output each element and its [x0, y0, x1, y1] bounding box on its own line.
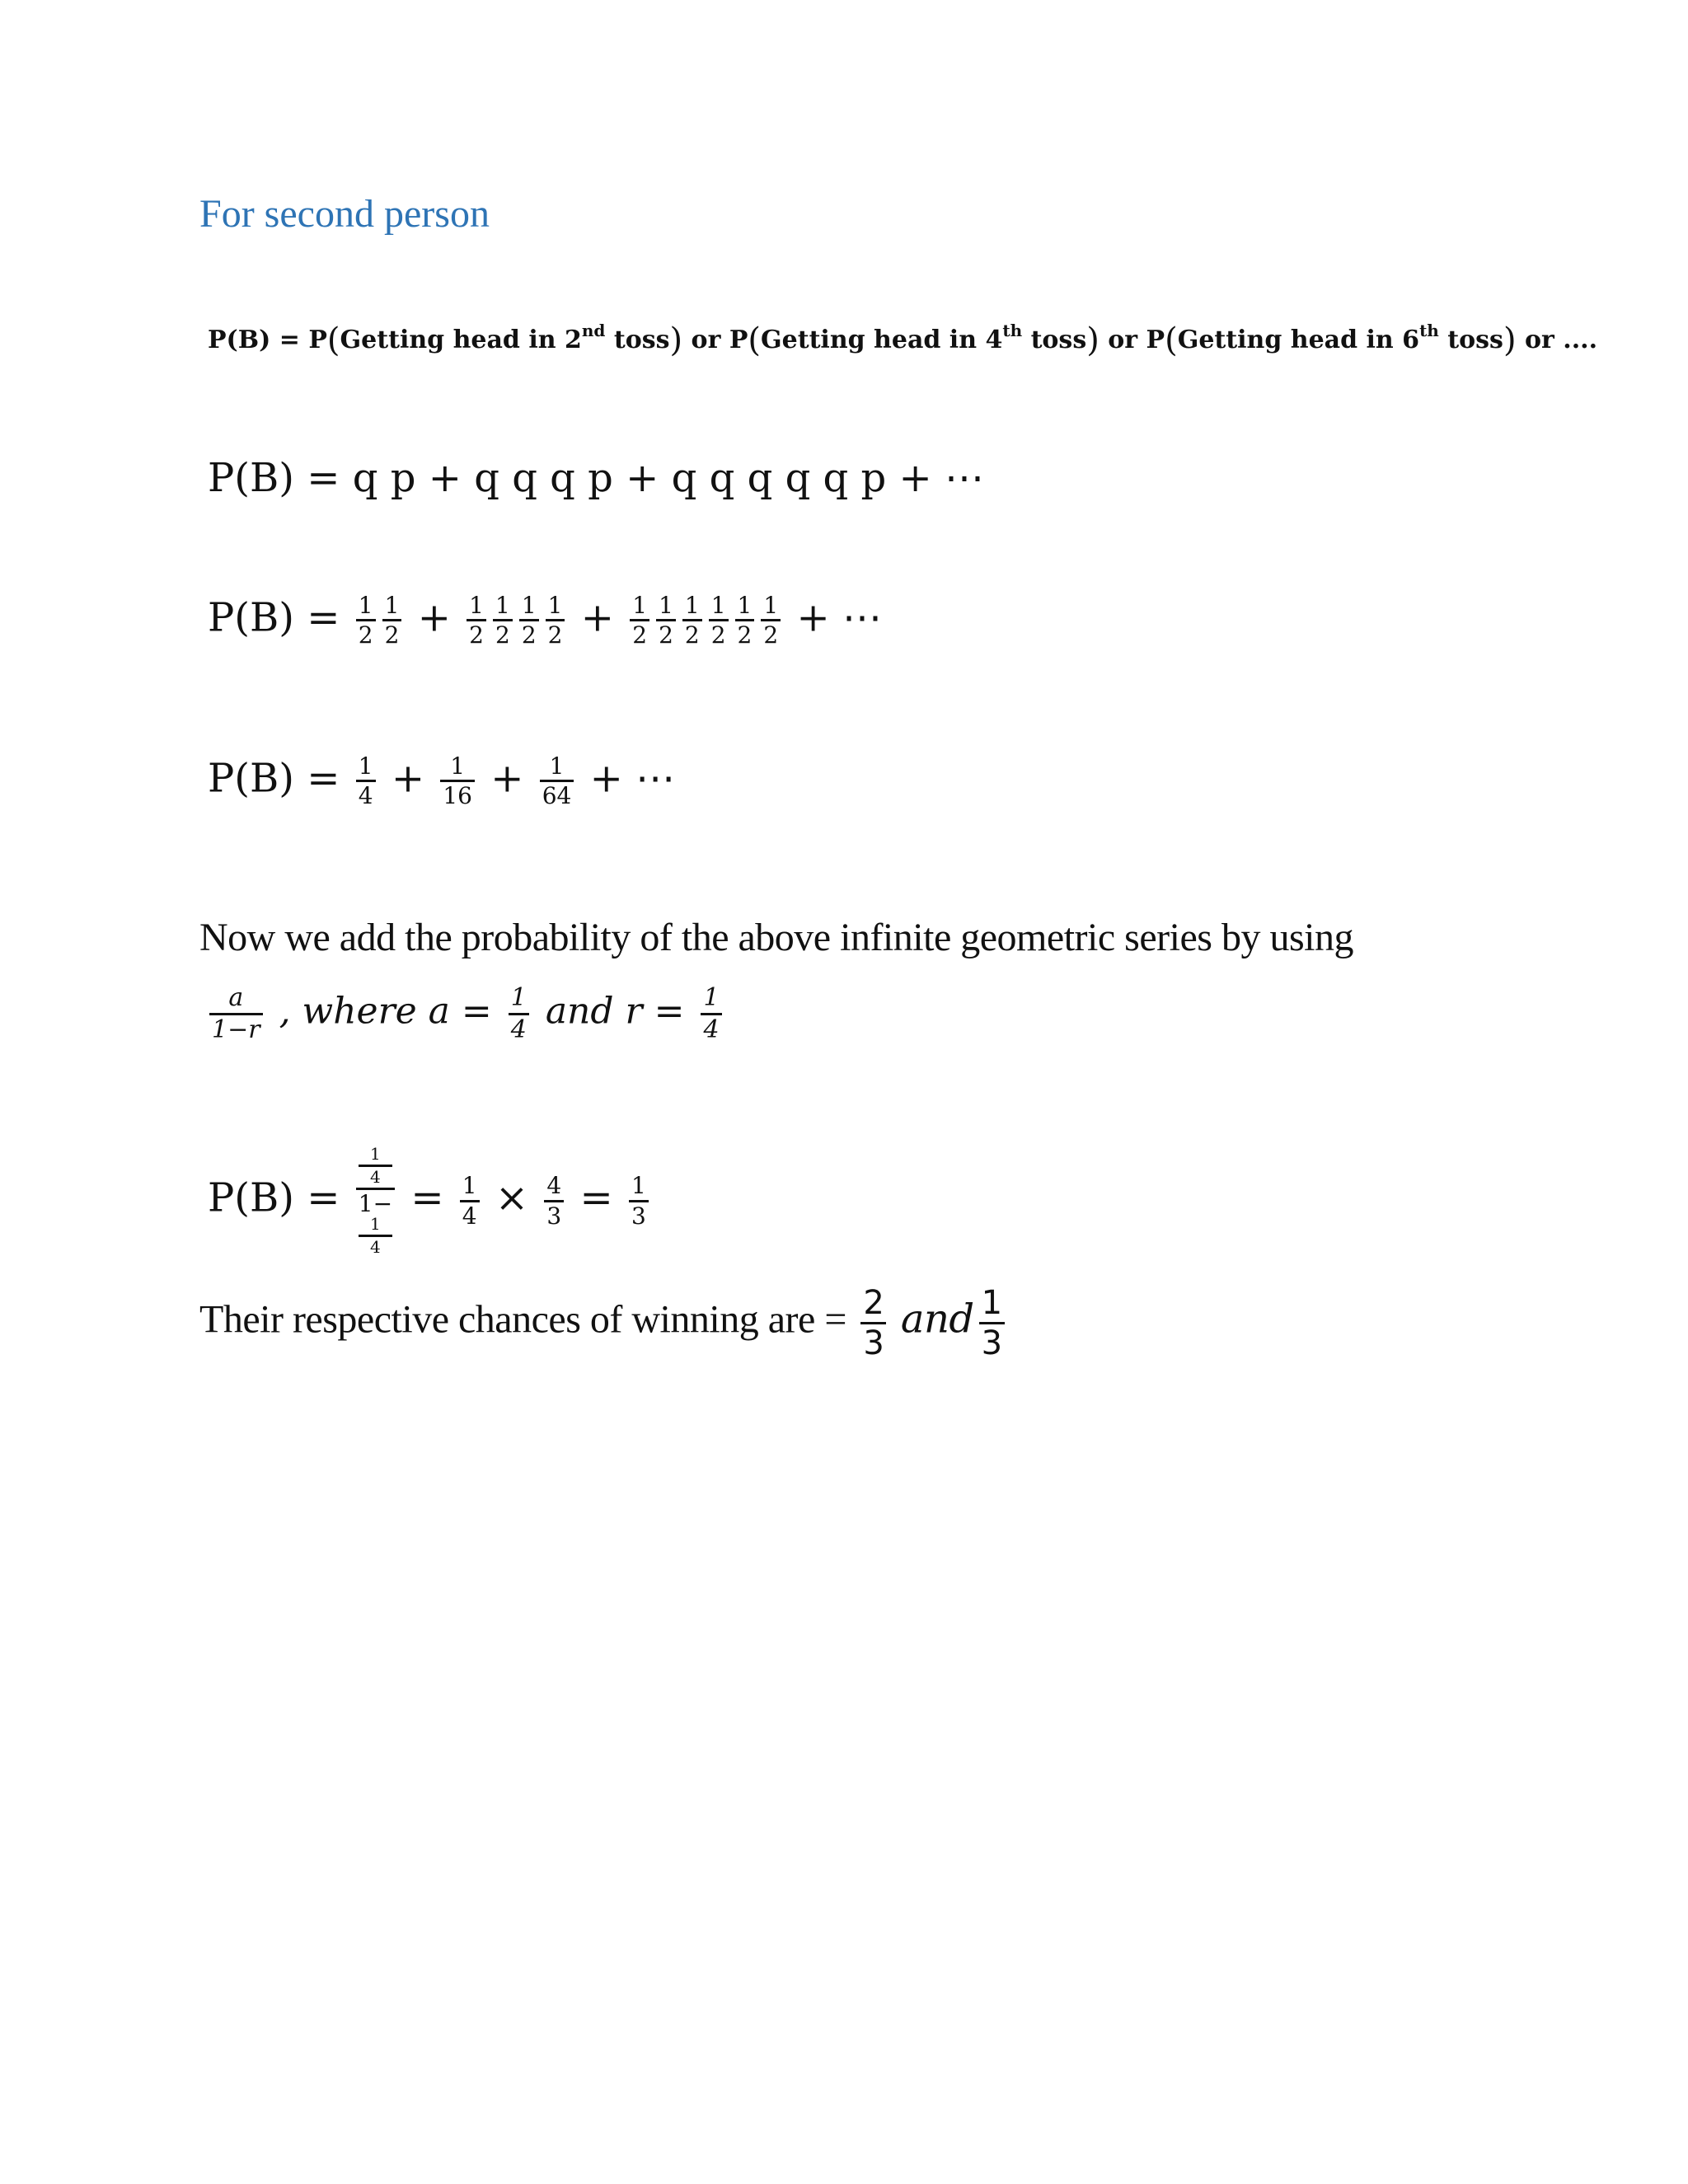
sum-computation: P(B) = 1 4 1− 1 4 = $\frac{1}{4}$ × $\frac{4}{3}$ = $\frac{1}{3}$ [208, 1146, 652, 1256]
lhs: P(B) [208, 326, 271, 354]
conclusion-line: Their respective chances of winning are = $\frac{2}{3}$ and $\frac{1}{3}$ [199, 1286, 1010, 1361]
explanation-paragraph: Now we add the probability of the above infinite geometric series by using [199, 916, 1353, 959]
series-in-quarters: P(B) = $\frac{1}{4}$ + $\frac{1}{16}$ + $\frac{1}{64}$ + ⋯ [208, 752, 676, 810]
geometric-sum-formula: $\frac{a}{1-r}$ , where a = $\frac{1}{4}$ and r = $\frac{1}{4}$ [204, 985, 727, 1043]
event-definition-line: P(B) = P(Getting head in 2nd toss) or P(Getting head in 4th toss) or P(Getting head in 6th toss) or .... [208, 321, 1598, 359]
series-in-pq: P(B) = q p + q q q p + q q q q q p + ⋯ [208, 455, 984, 501]
series-in-halves: P(B) = $\frac{1}{2}$ $\frac{1}{2}$ + $\frac{1}{2}$ $\frac{1}{2}$ $\frac{1}{2}$ $\frac{1}{2}$ + $\frac{1}{2}$ $\frac{1}{2}$ $\frac{1}{2}$ $\frac{1}{2}$ $\frac{1}{2}$ $\frac{1}{2}$ + ⋯ [208, 592, 882, 649]
section-heading: For second person [199, 192, 490, 236]
